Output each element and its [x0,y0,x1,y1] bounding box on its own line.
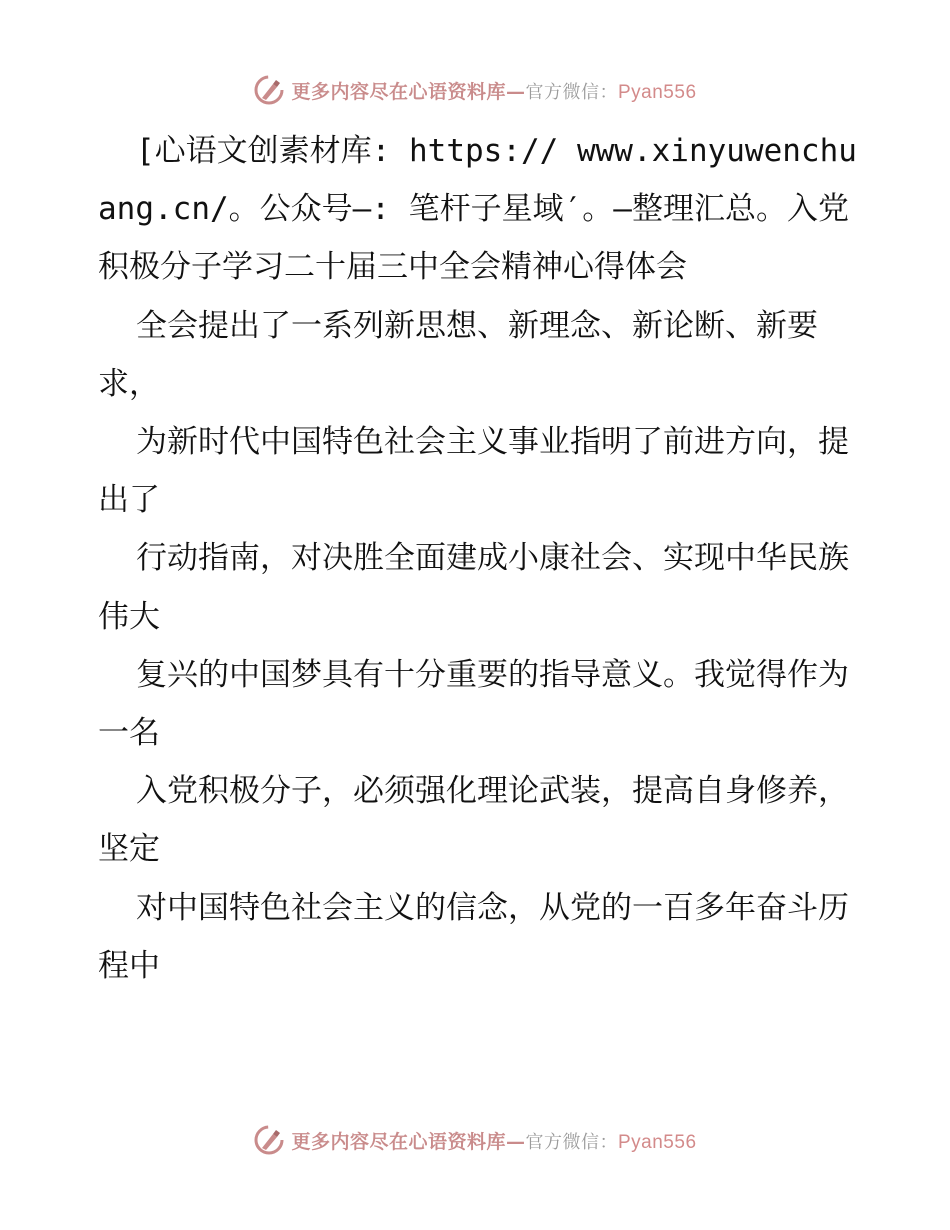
paragraph: 入党积极分子，必须强化理论武装，提高自身修养，坚定 [98,773,849,868]
paragraph: 对中国特色社会主义的信念，从党的一百多年奋斗历程中 [98,889,849,984]
footer-banner-text [291,1127,696,1154]
banner-wechat-id: Pyan556 [618,81,697,103]
footer-banner-content [253,1124,696,1156]
banner-separator: — [506,1130,526,1153]
banner-main-text: 更多内容尽在心语资料库 [291,80,506,103]
pen-circle-logo-icon [253,74,285,106]
header-banner-text [291,77,696,104]
banner-wechat-label: 官方微信： [525,81,618,103]
banner-main-text: 更多内容尽在心语资料库 [291,1130,506,1153]
paragraph: 全会提出了一系列新思想、新理念、新论断、新要求， [98,307,818,402]
paragraph: [心语文创素材库: https:// www.xinyuwenchuang.cn/。公众号—: 笔杆子星域′。—整理汇总。入党积极分子学习二十届三中全会精神心得体会 [98,133,857,286]
banner-separator: — [506,80,526,103]
document-body [98,122,858,995]
pen-circle-logo-icon [253,1124,285,1156]
header-banner [0,70,950,110]
banner-wechat-label: 官方微信： [525,1131,618,1153]
paragraph: 为新时代中国特色社会主义事业指明了前进方向，提出了 [98,424,849,519]
paragraph: 行动指南，对决胜全面建成小康社会、实现中华民族伟大 [98,540,849,635]
banner-wechat-id: Pyan556 [618,1131,697,1153]
footer-banner [0,1120,950,1160]
header-banner-content [253,74,696,106]
paragraph: 复兴的中国梦具有十分重要的指导意义。我觉得作为一名 [98,656,849,752]
